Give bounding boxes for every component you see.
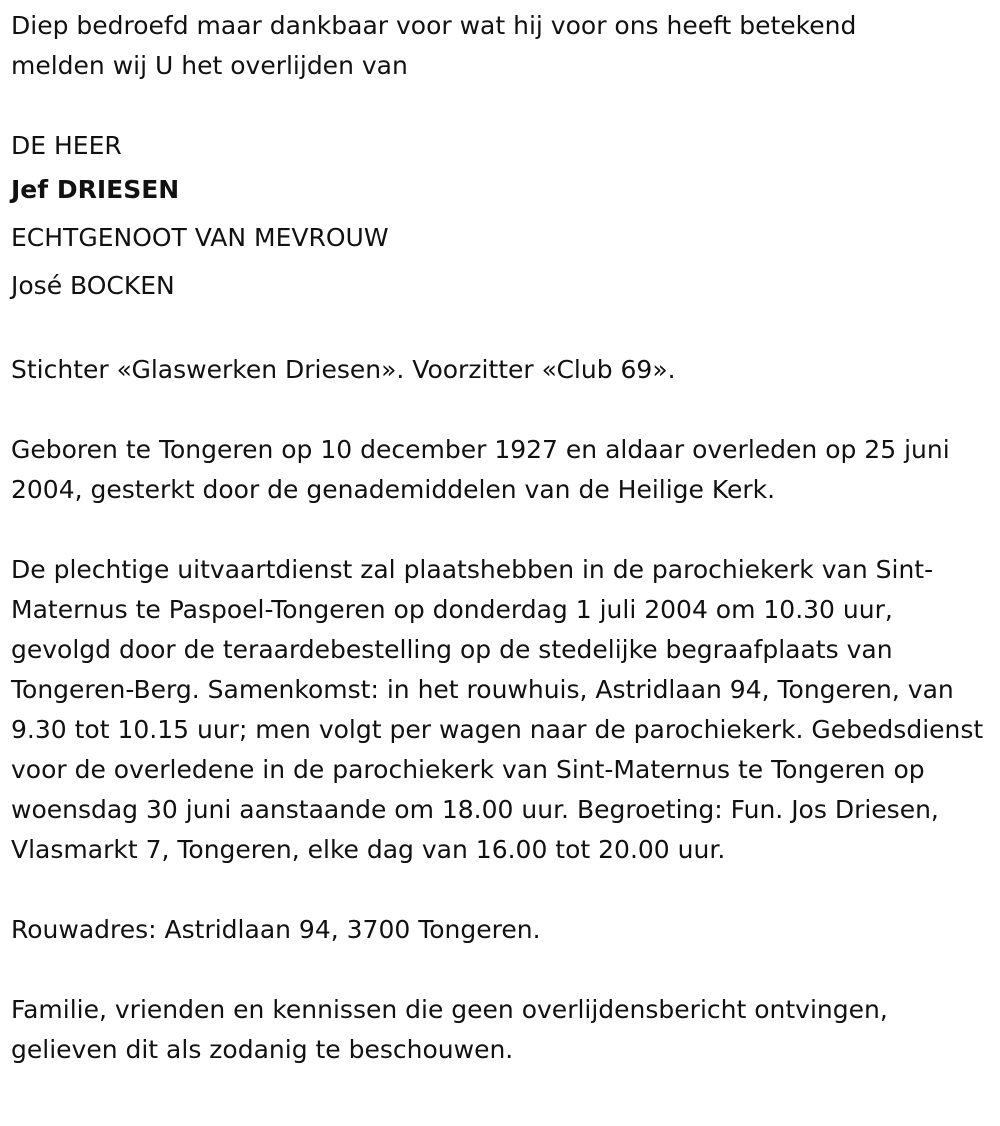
spacer (11, 310, 986, 350)
closing-paragraph: Familie, vrienden en kennissen die geen overlijdensbericht ontvingen, gelieven dit als zodanig te beschouwen. (11, 995, 888, 1064)
deceased-relation: ECHTGENOOT VAN MEVROUW (11, 223, 389, 252)
intro-text (11, 0, 986, 86)
funeral-paragraph: De plechtige uitvaartdienst zal plaatshebben in de parochiekerk van Sint-Maternus te Paspoel-Tongeren op donderdag 1 juli 2004 om 10.30 uur, gevolgd door de teraardebestelling op de stedelijke begraafplaats van Tongeren-Berg. Samenkomst: in het rouwhuis, Astridlaan 94, Tongeren, van 9.30 tot 10.15 uur; men volgt per wagen naar de parochiekerk. Gebedsdienst voor de overledene in de parochiekerk van Sint-Maternus te Tongeren op woensdag 30 juni aanstaande om 18.00 uur. Begroeting: Fun. Jos Driesen, Vlasmarkt 7, Tongeren, elke dag van 16.00 tot 20.00 uur. (11, 555, 984, 864)
deceased-name: Jef DRIESEN (11, 175, 180, 204)
deceased-block (11, 126, 986, 310)
spacer (11, 390, 986, 430)
intro-line-2: melden wij U het overlijden van (11, 51, 408, 80)
functions-paragraph: Stichter «Glaswerken Driesen». Voorzitter «Club 69». (11, 355, 676, 384)
spacer (11, 950, 986, 990)
obituary-notice (11, 0, 986, 1070)
spacer (11, 86, 986, 126)
spacer (11, 870, 986, 910)
address-paragraph: Rouwadres: Astridlaan 94, 3700 Tongeren. (11, 915, 541, 944)
deceased-title: DE HEER (11, 131, 122, 160)
spacer (11, 510, 986, 550)
intro-line-1: Diep bedroefd maar dankbaar voor wat hij voor ons heeft betekend (11, 11, 857, 40)
spouse-name: José BOCKEN (11, 271, 175, 300)
birth-death-paragraph: Geboren te Tongeren op 10 december 1927 en aldaar overleden op 25 juni 2004, gesterkt door de genademiddelen van de Heilige Kerk. (11, 435, 950, 504)
